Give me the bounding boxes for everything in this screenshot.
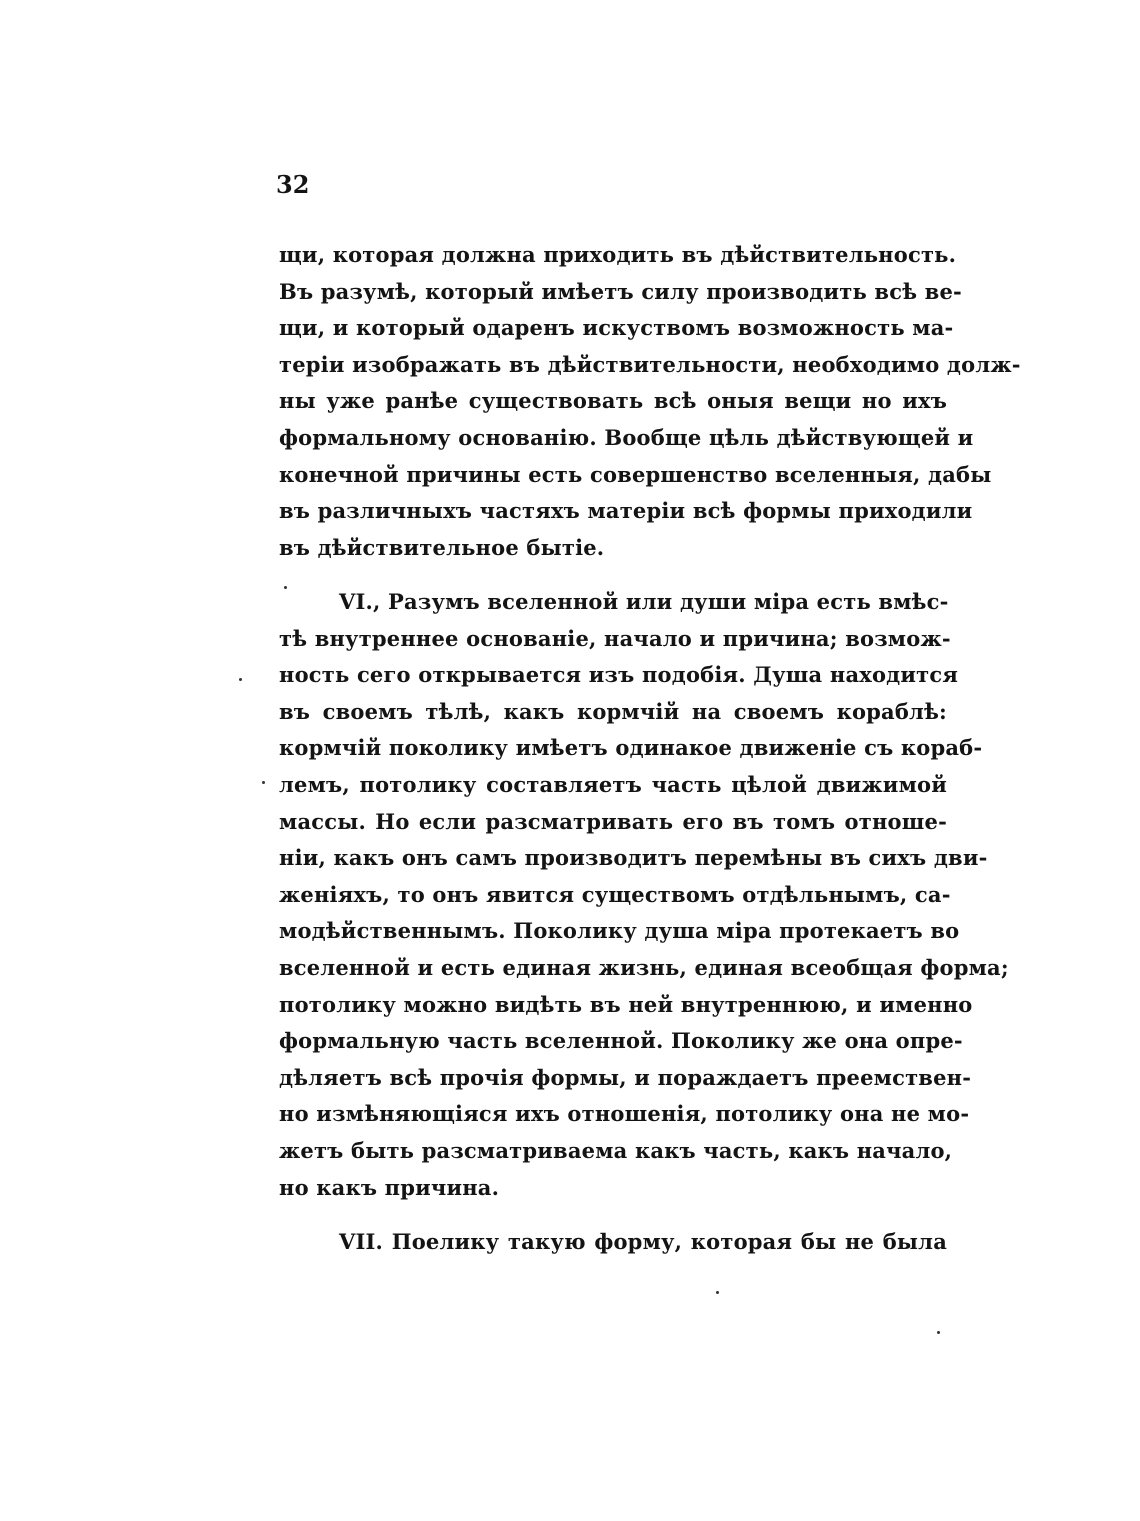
text-line: щи, которая должна приходить въ дѣйствительность. bbox=[279, 242, 957, 267]
paragraph-3 bbox=[279, 1224, 947, 1261]
text-line: формальную часть вселенной. Поколику же она опре- bbox=[279, 1028, 963, 1054]
text-line: дѣляетъ всѣ прочiя формы, и пораждаетъ преемствен- bbox=[279, 1064, 972, 1090]
scan-speck bbox=[262, 781, 265, 784]
text-line: но какъ причина. bbox=[279, 1174, 500, 1200]
text-line: нiи, какъ онъ самъ производитъ перемѣны въ сихъ дви- bbox=[279, 845, 988, 871]
text-line: въ различныхъ частяхъ матерiи всѣ формы приходили bbox=[279, 498, 973, 524]
text-line: кормчiй поколику имѣетъ одинакое движенiе съ кораб- bbox=[279, 735, 983, 761]
text-line: ность сего открывается изъ подобiя. Душа находится bbox=[279, 662, 959, 688]
text-line: но измѣняющiяся ихъ отношенiя, потолику она не мо- bbox=[279, 1101, 970, 1127]
text-line: жетъ быть разсматриваема какъ часть, какъ начало, bbox=[279, 1137, 953, 1163]
paragraph-2 bbox=[279, 584, 1009, 1206]
text-line: Въ разумѣ, который имѣетъ силу производить всѣ ве- bbox=[279, 278, 962, 304]
text-line: модѣйственнымъ. Поколику душа мiра протекаетъ во bbox=[279, 918, 960, 944]
text-line: терiи изображать въ дѣйствительности, необходимо долж- bbox=[279, 351, 1021, 377]
text-line: конечной причины есть совершенство вселенныя, дабы bbox=[279, 461, 992, 487]
scan-speck bbox=[716, 1291, 719, 1294]
scan-speck bbox=[937, 1331, 940, 1334]
scan-speck bbox=[284, 586, 287, 589]
text-line: потолику можно видѣть въ ней внутреннюю, и именно bbox=[279, 991, 973, 1017]
text-line: массы. Но если разсматривать его въ томъ отноше- bbox=[279, 808, 947, 834]
text-line: формальному основанiю. Вообще цѣль дѣйствующей и bbox=[279, 424, 974, 450]
paragraph-1 bbox=[279, 237, 1021, 566]
text-line: VI., Разумъ вселенной или души мiра есть вмѣс- bbox=[339, 589, 949, 614]
text-line: вселенной и есть единая жизнь, единая всеобщая форма; bbox=[279, 954, 1009, 980]
text-line: тѣ внутреннее основанiе, начало и причина; возмож- bbox=[279, 625, 951, 651]
text-line: щи, и который одаренъ искуствомъ возможность ма- bbox=[279, 315, 954, 341]
text-line: въ своемъ тѣлѣ, какъ кормчiй на своемъ кораблѣ: bbox=[279, 698, 947, 724]
text-line: лемъ, потолику составляетъ часть цѣлой движимой bbox=[279, 771, 947, 797]
text-line: въ дѣйствительное бытiе. bbox=[279, 534, 605, 560]
text-line: женiяхъ, то онъ явится существомъ отдѣльнымъ, са- bbox=[279, 881, 951, 907]
text-line: VII. Поелику такую форму, которая бы не была bbox=[339, 1229, 947, 1254]
scan-speck bbox=[239, 678, 242, 681]
text-line: ны уже ранѣе существовать всѣ оныя вещи но ихъ bbox=[279, 388, 947, 414]
page-number: 32 bbox=[276, 170, 310, 199]
